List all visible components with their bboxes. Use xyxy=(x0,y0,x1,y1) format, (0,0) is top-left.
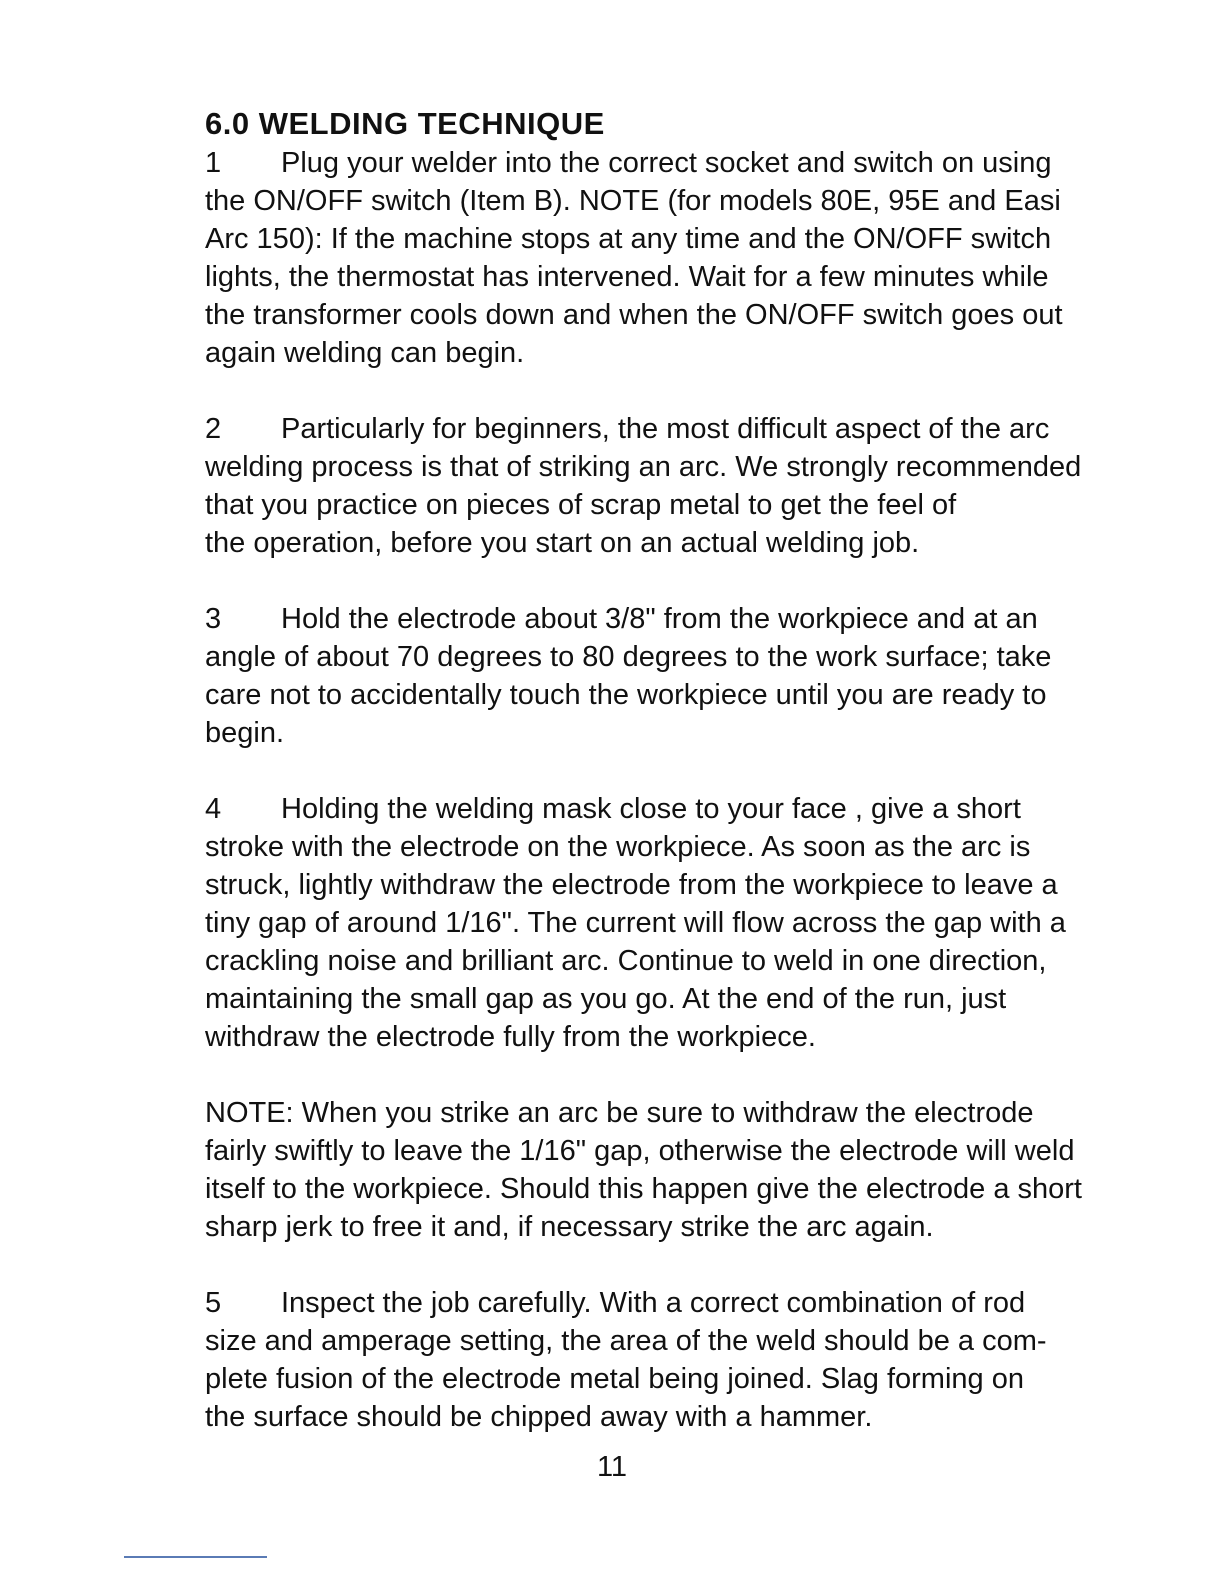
paragraph-line: plete fusion of the electrode metal being joined. Slag forming on xyxy=(205,1363,1024,1395)
paragraph-line: that you practice on pieces of scrap metal to get the feel of xyxy=(205,489,957,521)
paragraph-line: again welding can begin. xyxy=(205,337,525,369)
paragraph-line: maintaining the small gap as you go. At the end of the run, just xyxy=(205,983,1007,1015)
paragraph-line: lights, the thermostat has intervened. Wait for a few minutes while xyxy=(205,261,1049,293)
footer-divider xyxy=(124,1556,267,1558)
paragraph-line: itself to the workpiece. Should this happen give the electrode a short xyxy=(205,1173,1082,1205)
paragraph-line: crackling noise and brilliant arc. Continue to weld in one direction, xyxy=(205,945,1047,977)
paragraph-line: the operation, before you start on an actual welding job. xyxy=(205,527,920,559)
paragraph-line: stroke with the electrode on the workpiece. As soon as the arc is xyxy=(205,831,1031,863)
paragraph-line: angle of about 70 degrees to 80 degrees to the work surface; take xyxy=(205,641,1052,673)
paragraph-line: size and amperage setting, the area of the weld should be a com- xyxy=(205,1325,1047,1357)
paragraph-line: Hold the electrode about 3/8" from the workpiece and at an xyxy=(281,603,1038,635)
paragraph-line: begin. xyxy=(205,717,285,749)
paragraph-1 xyxy=(205,144,1085,372)
paragraph-line: Plug your welder into the correct socket and switch on using xyxy=(281,147,1052,179)
page-number: 11 xyxy=(596,1451,628,1483)
paragraph-line: sharp jerk to free it and, if necessary strike the arc again. xyxy=(205,1211,934,1243)
paragraph-line: Particularly for beginners, the most difficult aspect of the arc xyxy=(281,413,1050,445)
paragraph-number: 2 xyxy=(205,413,222,445)
paragraph-2 xyxy=(205,410,1085,562)
paragraph-line: tiny gap of around 1/16". The current will flow across the gap with a xyxy=(205,907,1066,939)
paragraph-number: 3 xyxy=(205,603,222,635)
paragraph-line: Holding the welding mask close to your face , give a short xyxy=(281,793,1021,825)
paragraph-5 xyxy=(205,1284,1085,1436)
paragraph-3 xyxy=(205,600,1085,752)
paragraph-line: the transformer cools down and when the ON/OFF switch goes out xyxy=(205,299,1063,331)
paragraph-line: welding process is that of striking an arc. We strongly recommended xyxy=(205,451,1082,483)
paragraph-line: the ON/OFF switch (Item B). NOTE (for models 80E, 95E and Easi xyxy=(205,185,1061,217)
paragraph-number: 5 xyxy=(205,1287,222,1319)
paragraph-line: care not to accidentally touch the workpiece until you are ready to xyxy=(205,679,1047,711)
paragraph-line: struck, lightly withdraw the electrode from the workpiece to leave a xyxy=(205,869,1058,901)
paragraph-line: fairly swiftly to leave the 1/16" gap, otherwise the electrode will weld xyxy=(205,1135,1075,1167)
paragraph-number: 1 xyxy=(205,147,222,179)
paragraph-line: the surface should be chipped away with a hammer. xyxy=(205,1401,873,1433)
paragraph-line: NOTE: When you strike an arc be sure to withdraw the electrode xyxy=(205,1097,1034,1129)
paragraph-4 xyxy=(205,790,1085,1056)
document-page xyxy=(205,104,1085,1436)
paragraph-number: 4 xyxy=(205,793,222,825)
paragraph-line: Arc 150): If the machine stops at any time and the ON/OFF switch xyxy=(205,223,1052,255)
paragraph-line: withdraw the electrode fully from the workpiece. xyxy=(205,1021,816,1053)
note-paragraph xyxy=(205,1094,1085,1246)
paragraph-line: Inspect the job carefully. With a correct combination of rod xyxy=(281,1287,1026,1319)
section-heading: 6.0 WELDING TECHNIQUE xyxy=(205,106,605,141)
